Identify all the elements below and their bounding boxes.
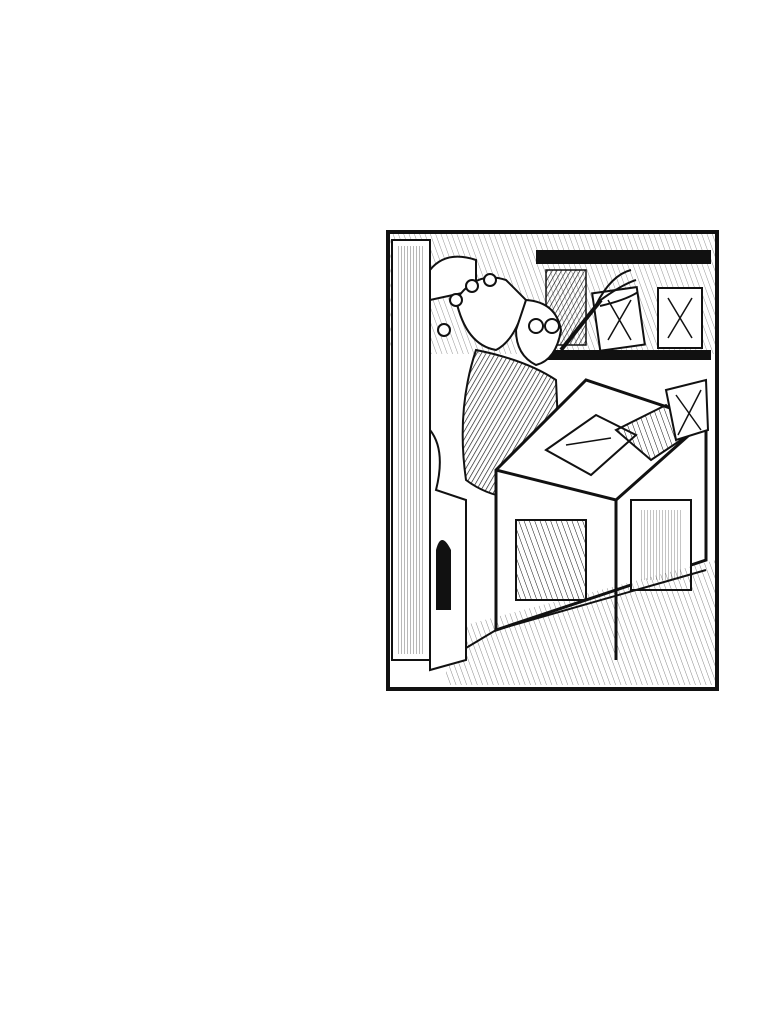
woodcut-illustration — [386, 230, 719, 691]
